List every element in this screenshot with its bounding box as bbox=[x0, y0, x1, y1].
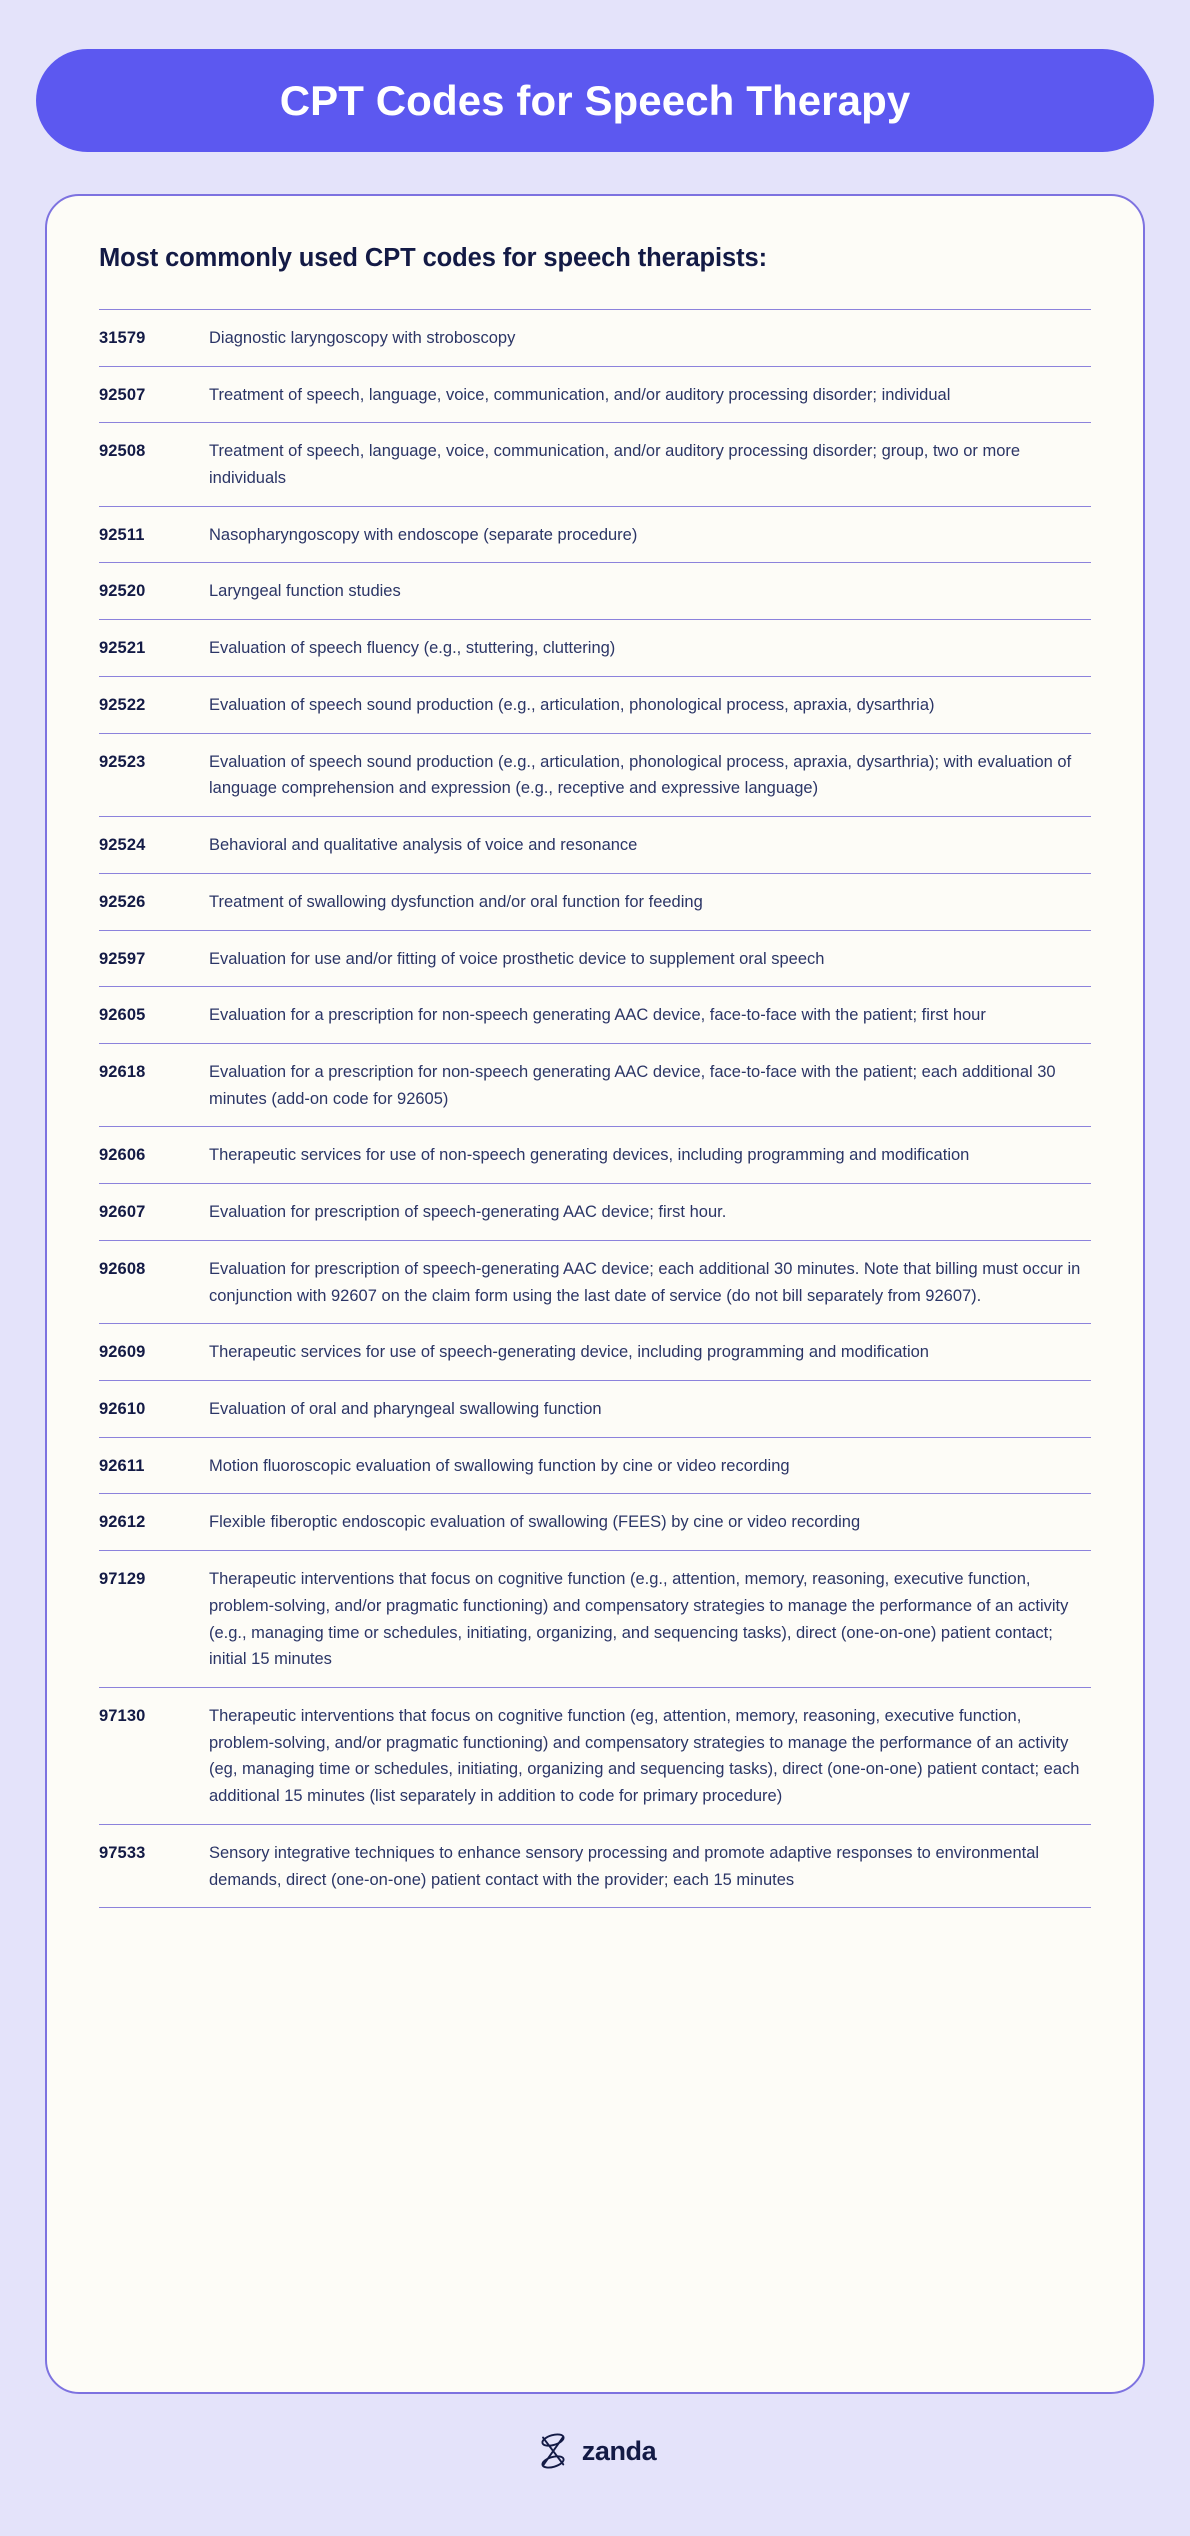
table-row bbox=[99, 619, 1091, 676]
cpt-code-description: Treatment of speech, language, voice, communication, and/or auditory processing disorder; individual bbox=[209, 385, 951, 404]
cpt-code-value: 92521 bbox=[99, 639, 146, 658]
page-title: CPT Codes for Speech Therapy bbox=[279, 76, 911, 124]
table-row bbox=[99, 1687, 1091, 1824]
cpt-code-value: 92522 bbox=[99, 695, 146, 714]
cpt-code-value: 97533 bbox=[99, 1843, 146, 1862]
cpt-code-description: Behavioral and qualitative analysis of voice and resonance bbox=[209, 836, 638, 855]
cpt-code-description: Laryngeal function studies bbox=[209, 582, 401, 601]
cpt-code-description: Treatment of swallowing dysfunction and/or oral function for feeding bbox=[209, 892, 703, 911]
cpt-code-value: 92597 bbox=[99, 949, 146, 968]
cpt-code-value: 31579 bbox=[99, 328, 146, 347]
cpt-code-description: Evaluation of speech fluency (e.g., stuttering, cluttering) bbox=[209, 639, 616, 658]
table-row bbox=[99, 1380, 1091, 1437]
table-row bbox=[99, 1043, 1091, 1126]
cpt-code-description: Nasopharyngoscopy with endoscope (separate procedure) bbox=[209, 525, 638, 544]
cpt-code-description: Diagnostic laryngoscopy with stroboscopy bbox=[209, 328, 516, 347]
cpt-code-value: 92607 bbox=[99, 1203, 146, 1222]
cpt-code-description: Motion fluoroscopic evaluation of swallowing function by cine or video recording bbox=[209, 1456, 790, 1475]
table-row bbox=[99, 873, 1091, 930]
cpt-code-table bbox=[99, 309, 1091, 1908]
cpt-code-description: Therapeutic interventions that focus on cognitive function (eg, attention, memory, reasoning, executive function, problem-solving, and/or pragmatic functioning) and compensatory strategies to manage the performance of an activity (eg, managing time or schedules, initiating, organizing and sequencing tasks), direct (one-on-one) patient contact; each additional 15 minutes (list separately in addition to code for primary procedure) bbox=[209, 1707, 1080, 1806]
cpt-code-value: 92612 bbox=[99, 1513, 146, 1532]
table-row bbox=[99, 506, 1091, 563]
cpt-code-description: Flexible fiberoptic endoscopic evaluation of swallowing (FEES) by cine or video recording bbox=[209, 1513, 861, 1532]
table-row bbox=[99, 1240, 1091, 1323]
cpt-code-description: Evaluation for a prescription for non-speech generating AAC device, face-to-face with the patient; first hour bbox=[209, 1006, 986, 1025]
cpt-code-value: 92507 bbox=[99, 385, 146, 404]
table-row bbox=[99, 366, 1091, 423]
table-row bbox=[99, 309, 1091, 366]
cpt-code-value: 97129 bbox=[99, 1570, 146, 1589]
table-row bbox=[99, 562, 1091, 619]
table-row bbox=[99, 676, 1091, 733]
cpt-code-description: Evaluation of oral and pharyngeal swallowing function bbox=[209, 1399, 602, 1418]
table-row bbox=[99, 1126, 1091, 1183]
cpt-code-value: 92523 bbox=[99, 752, 146, 771]
table-row bbox=[99, 930, 1091, 987]
cpt-code-description: Evaluation of speech sound production (e.g., articulation, phonological process, apraxia, dysarthria) bbox=[209, 695, 935, 714]
cpt-code-description: Evaluation for prescription of speech-generating AAC device; each additional 30 minutes. Note that billing must occur in conjunction with 92607 on the claim form using the last date of service (do not bill separately from 92607). bbox=[209, 1259, 1081, 1305]
cpt-code-value: 92608 bbox=[99, 1259, 146, 1278]
codes-card bbox=[45, 194, 1145, 2394]
cpt-code-description: Evaluation of speech sound production (e.g., articulation, phonological process, apraxia, dysarthria); with evaluation of language comprehension and expression (e.g., receptive and expressive language) bbox=[209, 752, 1072, 798]
cpt-code-value: 97130 bbox=[99, 1707, 146, 1725]
zanda-logo-icon bbox=[534, 2430, 572, 2472]
cpt-code-value: 92618 bbox=[99, 1062, 146, 1081]
cpt-code-description: Evaluation for prescription of speech-generating AAC device; first hour. bbox=[209, 1203, 727, 1222]
cpt-code-value: 92526 bbox=[99, 892, 146, 911]
cpt-code-value: 92611 bbox=[99, 1456, 145, 1475]
brand-name: zanda bbox=[581, 2435, 657, 2466]
card-heading: Most commonly used CPT codes for speech therapists: bbox=[99, 244, 767, 272]
table-row bbox=[99, 1824, 1091, 1908]
table-row bbox=[99, 1437, 1091, 1494]
cpt-code-description: Evaluation for a prescription for non-speech generating AAC device, face-to-face with the patient; each additional 30 minutes (add-on code for 92605) bbox=[209, 1062, 1056, 1108]
header-banner bbox=[36, 49, 1154, 152]
table-row bbox=[99, 1493, 1091, 1550]
cpt-code-value: 92605 bbox=[99, 1006, 146, 1025]
cpt-code-description: Treatment of speech, language, voice, communication, and/or auditory processing disorder; group, two or more individuals bbox=[209, 442, 1021, 488]
table-row bbox=[99, 422, 1091, 505]
cpt-code-value: 92524 bbox=[99, 836, 146, 855]
table-row bbox=[99, 733, 1091, 816]
table-row bbox=[99, 816, 1091, 873]
table-row bbox=[99, 986, 1091, 1043]
cpt-code-description: Evaluation for use and/or fitting of voice prosthetic device to supplement oral speech bbox=[209, 949, 825, 968]
cpt-code-value: 92606 bbox=[99, 1146, 146, 1165]
table-row bbox=[99, 1183, 1091, 1240]
cpt-code-value: 92520 bbox=[99, 582, 146, 601]
cpt-code-value: 92609 bbox=[99, 1343, 146, 1362]
cpt-code-value: 92511 bbox=[99, 525, 145, 544]
footer-brand bbox=[0, 2430, 1190, 2472]
cpt-code-value: 92610 bbox=[99, 1399, 146, 1418]
cpt-code-value: 92508 bbox=[99, 442, 146, 461]
cpt-code-description: Sensory integrative techniques to enhance sensory processing and promote adaptive responses to environmental demands, direct (one-on-one) patient contact with the provider; each 15 minutes bbox=[209, 1843, 1040, 1889]
cpt-code-description: Therapeutic services for use of non-speech generating devices, including programming and modification bbox=[209, 1146, 970, 1165]
cpt-code-description: Therapeutic interventions that focus on cognitive function (e.g., attention, memory, reasoning, executive function, problem-solving, and/or pragmatic functioning) and compensatory strategies to manage the performance of an activity (e.g., managing time or schedules, initiating, organizing, and sequencing tasks), direct (one-on-one) patient contact; initial 15 minutes bbox=[209, 1570, 1069, 1669]
table-row bbox=[99, 1323, 1091, 1380]
table-row bbox=[99, 1550, 1091, 1687]
cpt-code-description: Therapeutic services for use of speech-generating device, including programming and modification bbox=[209, 1343, 929, 1362]
